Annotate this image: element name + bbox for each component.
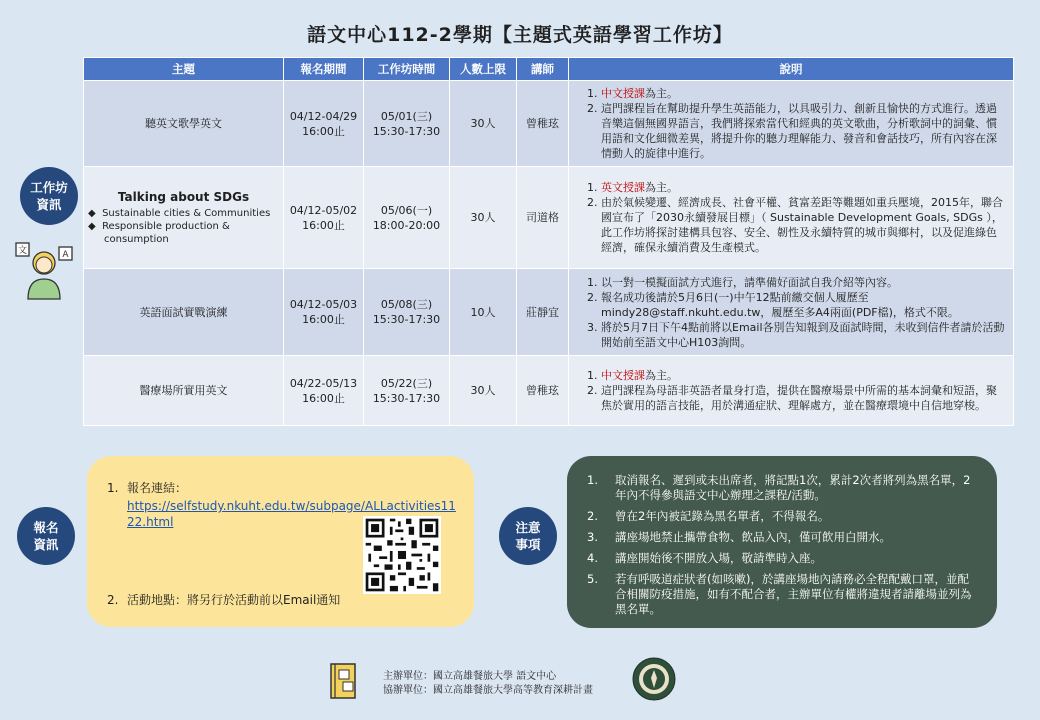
note-text: 若有呼吸道症狀者(如咳嗽)，於講座場地內請務必全程配戴口罩，並配合相關防疫措施，如有不配合者，主辦單位有權將違規者請離場並列為黑名單。: [615, 572, 972, 616]
co-organizer-text: 協辦單位：國立高雄餐旅大學高等教育深耕計畫: [383, 685, 593, 696]
reg-period-cell: [284, 356, 364, 426]
desc-text: 為主。: [645, 181, 678, 194]
topic-cell: 醫療場所實用英文: [84, 356, 284, 426]
desc-item: 2. 這門課程為母語非英語者量身打造，提供在醫療場景中所需的基本詞彙和短語，聚焦於實用的語言技能，用於溝通症狀、理解處方，並在醫療環境中自信地穿梭。: [601, 383, 1005, 413]
reg-deadline: 16:00止: [302, 218, 345, 232]
workshop-time-cell: [364, 356, 450, 426]
capacity-cell: 30人: [450, 167, 517, 269]
list-number: 2.: [107, 593, 119, 607]
instructor-cell: 莊靜宜: [517, 269, 569, 356]
header-capacity: 人數上限: [450, 58, 517, 81]
reg-deadline: 16:00止: [302, 124, 345, 138]
capacity-cell: 30人: [450, 356, 517, 426]
diamond-bullet-icon: ◆: [88, 207, 103, 219]
reg-period: 04/12-05/02: [289, 203, 358, 217]
instructor-cell: 曾稚玹: [517, 356, 569, 426]
workshop-date: 05/06(一): [380, 203, 433, 217]
table-row: [84, 167, 1014, 269]
notes-box: [567, 456, 997, 628]
capacity-cell: 30人: [450, 81, 517, 167]
reg-deadline: 16:00止: [302, 391, 345, 405]
organizer-text: 主辦單位：國立高雄餐旅大學 語文中心: [383, 671, 557, 682]
header-instructor: 講師: [517, 58, 569, 81]
note-text: 講座開始後不開放入場，敬請準時入座。: [615, 551, 822, 565]
sdg-bullet-text: Responsible production & consumption: [102, 220, 230, 245]
language-highlight: 英文授課: [601, 181, 645, 194]
reg-period: 04/12-04/29: [289, 109, 358, 123]
badge-line: 報名: [33, 520, 59, 535]
diamond-bullet-icon: ◆: [88, 220, 103, 232]
topic-cell: 英語面試實戰演練: [84, 269, 284, 356]
description-cell: [569, 167, 1014, 269]
university-seal-icon: [632, 657, 676, 701]
desc-item: 2. 這門課程旨在幫助提升學生英語能力，以具吸引力、創新且愉快的方式進行。透過音樂這個無國界語言，我們將探索當代和經典的英文歌曲，分析歌詞中的詞彙、慣用語和文化細微差異，將提升你的聽力理解能力、發音和會話技巧，所有內容在深情動人的旋律中進行。: [601, 101, 1005, 161]
reg-period-cell: [284, 167, 364, 269]
note-item: [587, 572, 975, 617]
note-text: 取消報名、遲到或未出席者，將記點1次，累計2次者將列為黑名單，2年內不得參與語文中心辦理之課程/活動。: [615, 473, 971, 502]
sdg-title: Talking about SDGs: [117, 189, 250, 204]
topic-cell: [84, 167, 284, 269]
desc-item: [601, 180, 1005, 195]
badge-line: 注意: [515, 520, 541, 535]
list-number: 1.: [107, 481, 119, 495]
qr-code-icon[interactable]: [363, 516, 441, 594]
table-row: [84, 269, 1014, 356]
page-title: 語文中心112-2學期【主題式英語學習工作坊】: [307, 24, 733, 46]
reg-deadline: 16:00止: [302, 313, 345, 326]
capacity-cell: 10人: [450, 269, 517, 356]
workshop-time-cell: [364, 81, 450, 167]
instructor-cell: 曾稚玹: [517, 81, 569, 167]
instructor-cell: 司道格: [517, 167, 569, 269]
badge-line: 資訊: [36, 197, 62, 212]
desc-item: 3. 將於5月7日下午4點前將以Email各別告知報到及面試時間，未收到信件者請於活動開始前至語文中心H103詢問。: [601, 320, 1005, 350]
note-item: [587, 473, 975, 503]
badge-line: 工作坊: [30, 180, 68, 195]
language-highlight: 中文授課: [601, 369, 645, 382]
list-number: 5.: [587, 572, 598, 586]
desc-item: 2. 報名成功後請於5月6日(一)中午12點前繳交個人履歷至mindy28@staff.nkuht.edu.tw，履歷至多A4兩面(PDF檔)，格式不限。: [601, 290, 1005, 320]
workshop-time-cell: [364, 167, 450, 269]
description-cell: [569, 81, 1014, 167]
note-text: 講座場地禁止攜帶食物、飲品入內，僅可飲用白開水。: [615, 530, 891, 544]
list-number: 4.: [587, 551, 598, 565]
desc-item: [601, 86, 1005, 101]
sdg-bullet-list: [88, 207, 279, 246]
workshop-date: 05/22(三): [380, 376, 433, 390]
location-item: [107, 591, 457, 608]
description-cell: [569, 356, 1014, 426]
workshop-date: 05/01(三): [380, 109, 433, 123]
reg-period: 04/22-05/13: [289, 376, 358, 390]
desc-text: 為主。: [645, 87, 678, 100]
desc-item: 1. 以一對一模擬面試方式進行，請準備好面試自我介紹等內容。: [601, 275, 1005, 290]
workshop-hours: 15:30-17:30: [372, 313, 441, 326]
description-cell: [569, 269, 1014, 356]
list-number: 1.: [587, 473, 598, 487]
workshop-table: [83, 57, 1014, 426]
sdg-bullet: [88, 207, 279, 220]
sdg-bullet: [88, 220, 279, 246]
desc-item: 2. 由於氣候變遷、經濟成長、社會平權、貧富差距等難題如重兵壓境，2015年，聯合國宣布了「2030永續發展目標」（ Sustainable Development Goals, SDGs ），此工作坊將探討建構具包容、安全、韌性及永續特質的城市與鄉村，以及促進綠色經濟，確保永續消費及生產模式。: [601, 195, 1005, 255]
note-item: [587, 509, 975, 524]
desc-item: [601, 368, 1005, 383]
workshop-hours: 18:00-20:00: [372, 218, 441, 232]
notes-badge: [499, 507, 557, 565]
footer-credits: [383, 670, 593, 698]
table-row: [84, 81, 1014, 167]
language-highlight: 中文授課: [601, 87, 645, 100]
header-description: 說明: [569, 58, 1014, 81]
reg-period-cell: [284, 269, 364, 356]
list-number: 3.: [587, 530, 598, 544]
table-header-row: [84, 58, 1014, 81]
header-reg-period: 報名期間: [284, 58, 364, 81]
workshop-info-badge: [20, 167, 78, 225]
workshop-date: 05/08(三): [380, 298, 433, 311]
registration-box: [87, 456, 474, 627]
student-illustration-icon: [14, 241, 74, 303]
reg-period-cell: [284, 81, 364, 167]
topic-cell: 聽英文歌學英文: [84, 81, 284, 167]
header-workshop-time: 工作坊時間: [364, 58, 450, 81]
badge-line: 資訊: [33, 537, 59, 552]
desc-text: 為主。: [645, 369, 678, 382]
location-text: 活動地點：將另行於活動前以Email通知: [127, 593, 341, 607]
svg-text:A: A: [62, 250, 69, 260]
header-topic: 主題: [84, 58, 284, 81]
registration-info-badge: [17, 507, 75, 565]
sdg-bullet-text: Sustainable cities & Communities: [102, 207, 271, 219]
reg-period: 04/12-05/03: [289, 298, 358, 311]
language-book-icon: [328, 662, 360, 702]
note-text: 曾在2年內被記錄為黑名單者，不得報名。: [615, 509, 830, 523]
workshop-hours: 15:30-17:30: [372, 391, 441, 405]
svg-text:文: 文: [17, 246, 28, 256]
table-row: [84, 356, 1014, 426]
badge-line: 事項: [515, 537, 541, 552]
workshop-hours: 15:30-17:30: [372, 124, 441, 138]
note-item: [587, 530, 975, 545]
list-number: 2.: [587, 509, 598, 523]
workshop-time-cell: [364, 269, 450, 356]
registration-link[interactable]: https://selfstudy.nkuht.edu.tw/subpage/ALLactivities1122.html: [127, 499, 456, 529]
note-item: [587, 551, 975, 566]
registration-link-label: 報名連結：: [127, 481, 188, 495]
